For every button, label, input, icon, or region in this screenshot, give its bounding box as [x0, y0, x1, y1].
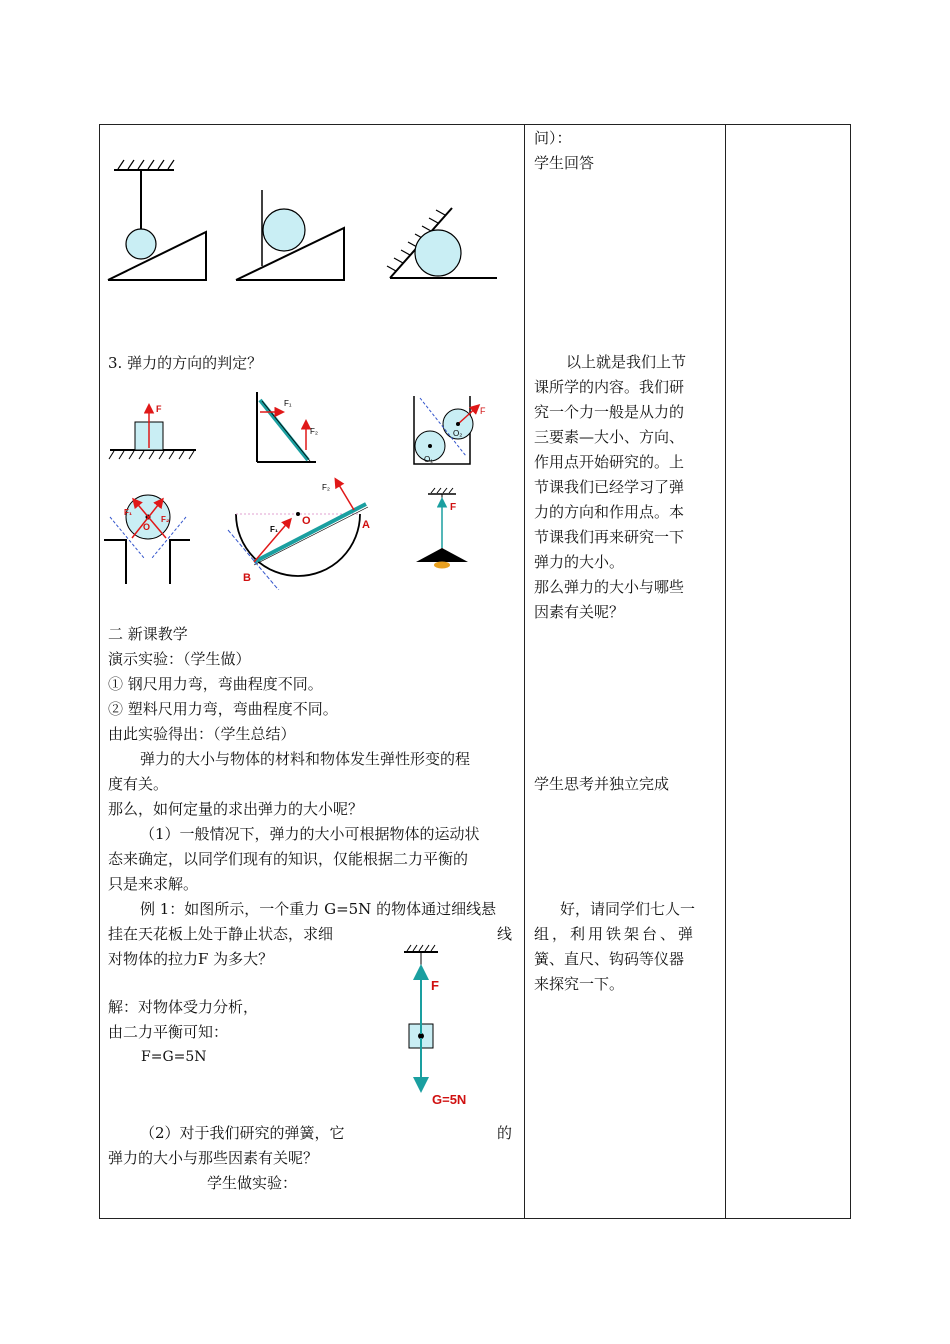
group-activity-text: 簧、直尺、钩码等仪器: [534, 950, 685, 968]
force-f1-label: F₁: [124, 508, 133, 517]
solution-text: 由二力平衡可知：: [108, 1023, 229, 1041]
force-f-label: F: [450, 502, 457, 513]
two-balls-in-container-diagram: [414, 396, 486, 464]
force-f2-label: F₂: [322, 483, 330, 492]
review-text: 三要素—大小、方向、: [534, 428, 685, 446]
rod-in-bowl-diagram: [228, 480, 370, 590]
method-2-text: 弹力的大小与那些因素有关呢？: [108, 1149, 319, 1167]
group-activity-text: 来探究一下。: [534, 975, 625, 993]
review-text: 究一个力一般是从力的: [534, 403, 685, 421]
method-2-text: （2）对于我们研究的弹簧，它: [140, 1124, 345, 1142]
force-f-label: F: [431, 978, 439, 993]
review-text: 作用点开始研究的。上: [534, 453, 685, 471]
hanging-block-force-diagram: [398, 944, 488, 1109]
conclusion-text: 度有关。: [108, 775, 169, 793]
method-1-text: （1）一般情况下，弹力的大小可根据物体的运动状: [140, 825, 480, 843]
incline-ball-figures: [104, 150, 504, 290]
review-text: 因素有关呢？: [534, 603, 625, 621]
review-text: 力的方向和作用点。本: [534, 503, 685, 521]
wedge-ball-diagram: [387, 208, 497, 278]
example-1-text: 对物体的拉力F 为多大？: [108, 950, 274, 968]
method-1-text: 态来确定，以同学们现有的知识，仅能根据二力平衡的: [108, 850, 469, 868]
column-divider: [524, 125, 525, 1218]
center-o1-label: O₁: [424, 455, 433, 464]
method-2-text: 的: [497, 1124, 513, 1142]
example-1-text: 线: [497, 925, 513, 943]
hanging-ball-diagram: [108, 160, 206, 280]
force-f-label: F: [480, 406, 486, 416]
force-f1-label: F₁: [270, 525, 279, 534]
mid-question-tail: 问）：: [534, 129, 572, 147]
force-f2-label: F₂: [310, 427, 318, 436]
wall-incline-ball-diagram: [236, 190, 344, 280]
review-text: 节课我们再来研究一下: [534, 528, 685, 546]
center-o-label: O: [302, 515, 311, 527]
student-experiment-label: 学生做实验：: [207, 1174, 298, 1192]
demo-item-1: ① 钢尺用力弯，弯曲程度不同。: [108, 675, 323, 693]
center-o-label: O: [143, 522, 151, 532]
student-answer-label: 学生回答: [534, 154, 595, 172]
hanging-lamp-diagram: [416, 488, 468, 569]
demo-experiment: 演示实验：（学生做）: [108, 650, 251, 668]
solution-text: 解：对物体受力分析，: [108, 998, 259, 1016]
rod-in-corner-diagram: [257, 392, 318, 462]
column-divider: [725, 125, 726, 1218]
question-text: 那么，如何定量的求出弹力的大小呢？: [108, 800, 364, 818]
force-f1-label: F₁: [284, 399, 292, 408]
point-b-label: B: [243, 572, 251, 584]
force-direction-figures: [104, 390, 504, 590]
ball-on-supports-diagram: [104, 495, 190, 584]
center-o2-label: O₂: [453, 429, 463, 438]
force-f-label: F: [156, 404, 162, 414]
conclusion-text: 弹力的大小与物体的材料和物体发生弹性形变的程: [140, 750, 471, 768]
review-text: 节课我们已经学习了弹: [534, 478, 685, 496]
example-1-text: 例 1：如图所示，一个重力 G=5N 的物体通过细线悬: [140, 900, 497, 918]
example-1-text: 挂在天花板上处于静止状态，求细: [108, 925, 334, 943]
point-a-label: A: [362, 519, 370, 531]
force-f2-label: F₂: [161, 515, 170, 524]
gravity-label: G=5N: [432, 1092, 467, 1107]
group-activity-text: 组，利用铁架台、弹: [534, 925, 697, 943]
block-on-floor-diagram: [109, 404, 196, 459]
demo-item-2: ② 塑料尺用力弯，弯曲程度不同。: [108, 700, 338, 718]
review-text: 弹力的大小。: [534, 553, 625, 571]
heading-3: 3. 弹力的方向的判定？: [108, 354, 263, 372]
student-think-text: 学生思考并独立完成: [534, 775, 670, 793]
review-text: 那么弹力的大小与哪些: [534, 578, 685, 596]
conclusion-label: 由此实验得出：（学生总结）: [108, 725, 296, 743]
review-text: 以上就是我们上节: [566, 353, 687, 371]
section-new-lesson: 二 新课教学: [108, 625, 188, 643]
method-1-text: 只是来求解。: [108, 875, 199, 893]
review-text: 课所学的内容。我们研: [534, 378, 685, 396]
group-activity-text: 好，请同学们七人一: [560, 900, 696, 918]
solution-result: F=G=5N: [141, 1049, 207, 1065]
